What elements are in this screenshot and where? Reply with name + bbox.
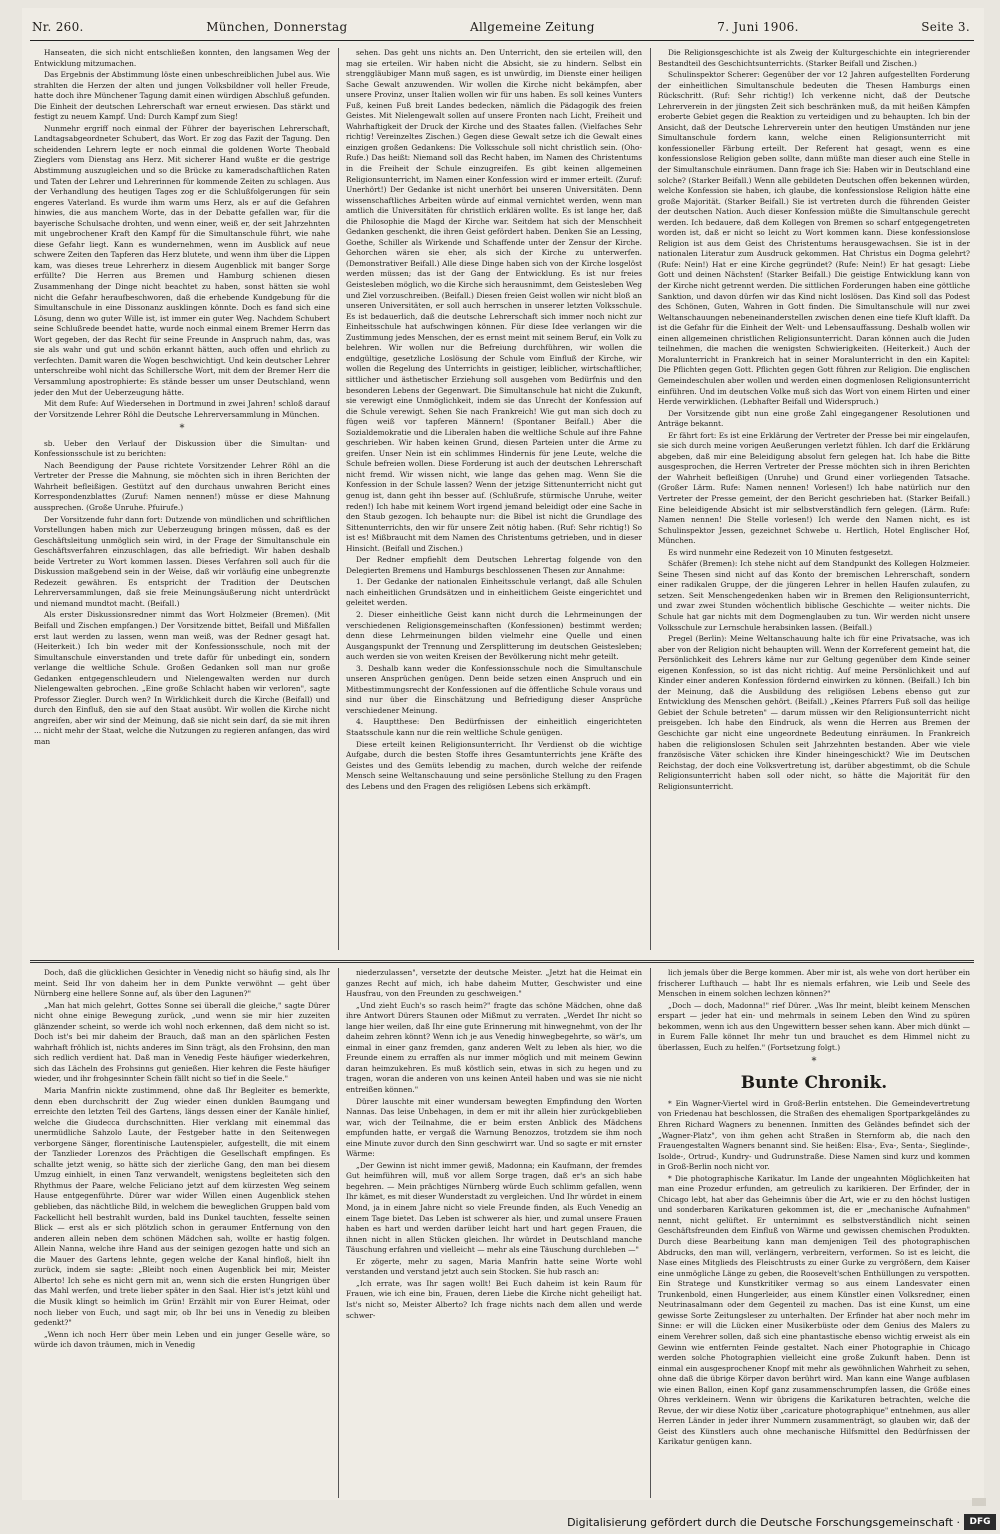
column-divider xyxy=(338,968,339,1498)
section-heading: Bunte Chronik. xyxy=(740,1072,888,1093)
paragraph: Der Vorsitzende gibt nun eine große Zahl eingegangener Resolutionen und Anträge bekannt. xyxy=(658,408,970,429)
paragraph: „Ich errate, was Ihr sagen wollt! Bei Euch daheim ist kein Raum für Frauen, wie ich eine bin, Frauen, deren Liebe die Kirche nicht geheiligt hat. Ist's nicht so, Meister Alberto? Ich frage nichts nach dem allen und werde schwer- xyxy=(346,1278,642,1320)
paragraph: Die Religionsgeschichte ist als Zweig der Kulturgeschichte ein integrierender Bestandteil des Geschichtsunterrichts. (Starker Beifall und Zischen.) xyxy=(658,48,970,68)
column-divider xyxy=(650,968,651,1498)
place-and-day: München, Donnerstag xyxy=(206,20,348,34)
paragraph: Maria Manfrin nickte zustimmend, ohne daß Ihr Begleiter es bemerkte, denn eben durchschritt der Zug wieder einen dunklen Baumgang und erreichte den letzten Teil des Gartens, längs dessen einer der Kanäle hinlief, welche die Giudecca durchschnitten. Hier verklang mit einemmal das unermüdliche Sahzolo Laute, der Festgeber hatte in den Seitenwegen verborgene Sänger, florentinische Lautenspieler, aufgestellt, die mit einem der Tanzlieder Lorenzos des Prächtigen die Gesellschaft empfingen. Es schallte jetzt wenig, so hätte sich der zierliche Gang, den man bei diesem Umzug einhielt, in einen Tanz verwandelt, wenigstens begleiteten sich den Rhythmus der Paare, welche Feliciano jetzt auf dem kürzesten Weg seinem Hause entgegenführte. Dürer war wider Willen einen Augenblick stehen geblieben, das nächtliche Bild, in welchem die beweglichen Gruppen bald vom Fackellicht hell bestrahlt wurden, bald ins Dunkel tauchten, fesselte seinen Blick — erst als er sich plötzlich schon in geraumer Entfernung von den anderen allein neben dem schönen Mädchen sah, wollte er hastig folgen. Allein Nanna, welche ihre Hand aus der seinigen gezogen hatte und sich an die Mauer des Gartens lehnte, gegen welche der Kanal hinfloß, hielt ihn zurück, indem sie sagte: „Bleibt noch einen Augenblick bei mir, Meister Alberto! Ich sehe es nicht gern mit an, wenn sich die ersten Hungrigen über das Mahl werfen, und trete lieber später in den Saal. Hier ist's jetzt kühl und die Musik klingt so heimlich im Grün! Erzählt mir von Eurer Heimat, oder noch lieber von Euch, und sagt mir, ob Ihr bei uns in Venedig zu bleiben gedenkt?" xyxy=(34,1086,330,1328)
paragraph: „Doch — doch, Madonna!" rief Dürer. „Was Ihr meint, bleibt keinem Menschen erspart — jeder hat ein- und mehrmals in seinem Leben den Wind zu spüren bekommen, wenn ich aus den Ungewittern besser sehen kann. Aber mich dünkt — in Eurem Falle könnet Ihr mehr tun und brauchet es dem Himmel nicht zu überlassen, Euch zu helfen." (Fortsetzung folgt.) xyxy=(658,1000,970,1052)
paragraph: Als erster Diskussionsredner nimmt das Wort Holzmeier (Bremen). (Mit Beifall und Zischen empfangen.) Der Vorsitzende bittet, Beifall und Mißfallen erst laut werden zu lassen, wenn man weiß, was der Redner gesagt hat. (Heiterkeit.) Ich bin weder mit der Konfessionsschule, noch mit der Simultanschule einverstanden und trete dafür für unbedingt ein, sondern verlange die weltliche Schule. Großen Gedanken soll man nur große Gedanken entgegenschleudern und Nielengewalten werden nur durch Nielengewalten gebrochen. „Eine große Schlacht haben wir verloren", sagte Professor Ziegler. Durch wen? In Wirklichkeit durch die Kirche (Beifall) und durch den Einfluß, den sie auf den Staat ausübt. Wir wollen die Kirche nicht angreifen, aber wir sind der Meinung, daß sie nicht sein darf, da sie mit ihren ... nicht mehr der Staat, welche die Nutzungen zu regieren anfangen, das wird man xyxy=(34,610,330,746)
newspaper-title: Allgemeine Zeitung xyxy=(470,20,595,34)
paragraph: Doch, daß die glücklichen Gesichter in Venedig nicht so häufig sind, als Ihr meint. Seid Ihr von daheim her in dem Punkte verwöhnt — geht über Nürnberg eine hellere Sonne auf, als über den Lagunen?" xyxy=(34,968,330,999)
issue-date: 7. Juni 1906. xyxy=(717,20,799,34)
paragraph: Nunmehr ergriff noch einmal der Führer der bayerischen Lehrerschaft, Landtagsabgeordneter Schubert, das Wort. Er zog das Fazit der Tagung. Den scheidenden Lehrern legte er noch einmal die goldenen Worte Theobald Zieglers vom Dienstag ans Herz. Mit sicherer Hand wußte er die gestrige Abstimmung auszugleichen und so die Brücke zu kameradschaftlichen Raten und Taten der Lehrer und Lehrerinnen für kommende Zeiten zu schlagen. Aus der Verhandlung des heutigen Tages zog er die Schlußfolgerungen für sein engeres Vaterland. Es wurde ihm warm ums Herz, als er auf die Gefahren hinwies, die aus manchem Worte, das in der Debatte gefallen war, für die bayerische Schulsache drohten, und wenn einer, weiß er, der seit Jahrzehnten mit ungebrochener Kraft den Kampf für die Simultanschule führt, wie nahe diese Gefahr liegt. Kann es wundernehmen, wenn im Ausblick auf neue schwere Zeiten den Tapferen das Herz blutete, und wenn ihm über die Lippen kam, was dieses treue Lehrerherz in diesem Augenblick mit banger Sorge erfüllte? Die Herren aus Bremen und Hamburg schienen diesen Zusammenhang der Dinge nicht beachtet zu haben, sonst hätten sie wohl nicht die Gefahr heraufbeschworen, daß die erhebende Kundgebung für die Simultanschule in eine Dissonanz ausklingen könnte. Doch es fand sich eine Lösung, denn wo guter Wille ist, ist immer ein guter Weg. Nachdem Schubert seine Schlußrede beendet hatte, wurde noch einmal einem Bremer Herrn das Wort gegeben, der das Recht für seine Freunde in Anspruch nahm, das, was sie als wahr und gut und schön erkannt hätten, auch offen und ehrlich zu verfechten. Damit waren die Wogen beschwichtigt. Und kein deutscher Lehrer unterschreibe wohl nicht das Schillersche Wort, mit dem der Bremer Herr die Versammlung apostrophierte: Es stände besser um unser Deutschland, wenn jeder den Mut der Ueberzeugung hätte. xyxy=(34,123,330,397)
paragraph: Das Ergebnis der Abstimmung löste einen unbeschreiblichen Jubel aus. Wie strahlten die Herzen der alten und jungen Volksbildner voll heller Freude, hatte doch ihre Münchener Tagung damit einen würdigen Abschluß gefunden. Die Einheit der deutschen Lehrerschaft war erneut erwiesen. Das stärkt und festigt zu neuem Kampf. Und: Durch Kampf zum Sieg! xyxy=(34,70,330,122)
paragraph: Pregel (Berlin): Meine Weltanschauung halte ich für eine Privatsache, was ich aber von der Religion nicht behaupten will. Wenn der Korreferent gemeint hat, die Persönlichkeit des Lehrers käme nur zur Geltung gegenüber dem Kinde seiner eigenen Konfession, so ist das nicht richtig. Auf meine Persönlichkeit und auf Kinder einer anderen Konfession fördernd einwirken zu können. (Beifall.) Ich bin der Meinung, daß die Ausbildung des religiösen Lebens ebenso gut zur Entwicklung des Menschen gehört. (Beifall.) „Keines Pfarrers Fuß soll das heilige Gebiet der Schule betreten" — darum müssen wir den Religionsunterricht nicht preisgeben. Ich habe den Eindruck, als wenn die Herren aus Bremen der Geschichte gar nicht eine ungeordnete Bedeutung einräumen. In Frankreich haben die religionslosen Schulen seit Jahrzehnten bestanden. Aber wie viele französische Väter schicken ihre Kinder hineingeschickt? Wie im Deutschen Reichstag, der doch eine Volksvertretung ist, darüber abgestimmt, ob die Schule Religionsunterricht haben soll oder nicht, so hätte die Majorität für den Religionsunterricht. xyxy=(658,634,970,791)
paragraph: Dürer lauschte mit einer wundersam bewegten Empfindung den Worten Nannas. Das leise Unbehagen, in dem er mit ihr allein hier zurückgeblieben war, wich der Teilnahme, die er beim ersten Anblick des Mädchens empfunden hatte, er vergaß die Warnung Benozzos, trotzdem sie ihm noch eine Minute zuvor durch den Sinn geschwirrt war. Und so sagte er mit ernster Wärme: xyxy=(346,1096,642,1159)
issue-number: Nr. 260. xyxy=(32,20,84,34)
paragraph: Nach Beendigung der Pause richtete Vorsitzender Lehrer Röhl an die Vertreter der Presse die Mahnung, sie möchten sich in ihren Berichten der Wahrheit befleißigen. Gestützt auf den durchaus unwahren Bericht eines Korrespondenzblattes (Zuruf: Namen nennen!) müsse er diese Mahnung aussprechen. (Große Unruhe. Pfuirufe.) xyxy=(34,460,330,512)
paragraph: Mit dem Rufe: Auf Wiedersehen in Dortmund in zwei Jahren! schloß darauf der Vorsitzende Lehrer Röhl die Deutsche Lehrerversammlung in München. xyxy=(34,399,330,419)
funding-credit: Digitalisierung gefördert durch die Deutsche Forschungsgemeinschaft · xyxy=(567,1516,960,1529)
paragraph: Er fährt fort: Es ist eine Erklärung der Vertreter der Presse bei mir eingelaufen, sie sich durch meine vorigen Aeußerungen verletzt fühlen. Ich darf die Erklärung abgeben, daß mir eine Beleidigung absolut fern gelegen hat. Ich habe die Bitte ausgesprochen, die Herren Vertreter der Presse möchten sich in ihren Berichten der Wahrheit befleißigen (Unruhe) und Grund einer vorliegenden Tatsache. (Großer Lärm. Rufe: Namen nennen! Vorlesen!) Ich habe natürlich nur den Vertreter der Presse gemeint, der den Bericht geschrieben hat. (Starker Beifall.) Eine beleidigende Absicht ist mir selbstverständlich fern gelegen. (Lärm. Rufe: Namen nennen! Die Stelle vorlesen!) Ich werde den Namen nicht, es ist Schulinspektor Jessen, gezeichnet Schwebe u. Hertlich, Hotel Englischer Hof, München. xyxy=(658,430,970,546)
newspaper-page xyxy=(22,8,984,1500)
column-divider xyxy=(650,48,651,950)
paragraph: Es wird nunmehr eine Redezeit von 10 Minuten festgesetzt. xyxy=(668,547,894,557)
feuilleton-rule xyxy=(30,960,974,963)
paragraph: * Die photographische Karikatur. Im Lande der ungeahnten Möglichkeiten hat man eine Prozedur erfunden, am getreulich zu karikieren. Der Erfinder, der in Chicago lebt, hat aber das Geheimnis über die Art, wie er zu den höchst lustigen und sonderbaren Karikaturen gekommen ist, die er „mechanische Aufnahmen" nennt, nicht gelüftet. Er unternimmt es selbstverständlich nicht seinen Geschäftsfreunden dem Einfluß von Wärme und gewissen chemischen Produkten. Durch diese Bearbeitung kann man demjenigen Teil des photographischen Abdrucks, den man will, verlängern, verbreitern, verformen. So ist es leicht, die Nase eines Mitglieds des Fleischtrusts zu einer Gurke zu vergrößern, dem Kaiser eine unmögliche Länge zu geben, die Roosevelt'schen Enthüllungen zu verspotten. Ein Stratege und Kunstkritiker vermag so aus einem Landesvater einen Trunkenbold, einen Hungerleider, aus einem Künstler einen Volksredner, einen Neutrinasalmann oder dem Gegenteil zu machen. Das ist eine Kunst, um eine gewisse Sorte Zeitungsleser zu unterhalten. Der Erfinder hat aber noch mehr im Sinne: er will die Lücken einer Musikerbüste oder dem Genius des Malers zu einem Verehrer sollen, daß sich eine phantastische ebenso wichtig erweist als ein Gewinn wie entfernten Feinde gestaltet. Nach einer Photographie in Chicago werden solche Photographien vielleicht eine große Zukunft haben. Denn ist einmal ein ausgesprochener Knopf mit mehr als gewöhnlichen Wahrheit zu sehen, ohne daß die übrige Körper davon berührt wird. Man kann eine Wange aufblasen wie einen Ballon, einen Kopf ganz zusammenschrumpfen lassen, die Größe eines Ohres verkleinern. Wenn wir übrigens die Karikaturen betrachten, welche die Revue, der wir diese Notiz über „caricature photographique" entnehmen, aus aller Herren Länder in jeder ihrer Nummern zusammenträgt, so glauben wir, daß der Geist des Künstlers auch ohne mechanische Hilfsmittel den Bedürfnissen der Karikatur genügen kann. xyxy=(658,1173,970,1447)
scan-edge xyxy=(972,1498,986,1506)
paragraph: „Wenn ich noch Herr über mein Leben und ein junger Geselle wäre, so würde ich davon träumen, mich in Venedig xyxy=(34,1329,330,1350)
footer-bar xyxy=(0,1512,1000,1534)
paragraph: * Ein Wagner-Viertel wird in Groß-Berlin entstehen. Die Gemeindevertretung von Friedenau hat beschlossen, die Straßen des ehemaligen Sportparkgeländes zu Ehren Richard Wagners zu benennen. Inmitten des Geländes befindet sich der „Wagner-Platz", von ihm gehen acht Straßen in Sternform ab, die nach den Frauengestalten Wagners benannt sind. Sie heißen: Elsa-, Eva-, Senta-, Sieglinde-, Isolde-, Ortrud-, Kundry- und Gudrunstraße. Diese Namen sind kurz und kommen in Groß-Berlin noch nicht vor. xyxy=(658,1098,970,1172)
article-column-1 xyxy=(34,48,330,948)
paragraph: „Und zieht Euch's so rasch heim?" fragte das schöne Mädchen, ohne daß ihre Antwort Dürers Staunen oder Mißmut zu verraten. „Werdet Ihr nicht so lange hier weilen, daß Ihr eine gute Erinnerung mit hinwegnehmt, von der Ihr daheim zehren könnt? Wenn ich je aus Venedig hinwegbegehrte, so wär's, um einmal in einer ganz fremden, ganz anderen Welt zu leben als hier, wo die Freunde einem zu erraffen als nur immer möglich und mit meinem Gewinn daran heimzukehren. Es muß köstlich sein, etwas in sich zu hegen und zu tragen, woran die anderen von uns keinen Anteil haben und was sie nie nicht entreißen können." xyxy=(346,1000,642,1095)
paragraph: 2. Dieser einheitliche Geist kann nicht durch die Lehrmeinungen der verschiedenen Religionsgemeinschaften (Konfessionen) bestimmt werden; denn diese Lehrmeinungen bilden vielmehr eine Quelle und einen Ausgangspunkt der Trennung und Zersplitterung im deutschen Geistesleben; auch werden sie von weiten Kreisen der Bevölkerung nicht mehr geteilt. xyxy=(346,609,642,662)
masthead xyxy=(32,16,970,38)
feuilleton-column-1 xyxy=(34,968,330,1498)
paragraph: sehen. Das geht uns nichts an. Den Unterricht, den sie erteilen will, den mag sie erteilen. Wir haben nicht die Absicht, sie zu hindern. Selbst ein strenggläubiger Mann muß sagen, es ist unwürdig, im Dienste einer heiligen Sache Gewalt anzuwenden. Wir wollen die Kirche nicht bekämpfen, aber unsere Provinz, unser Italien wollen wir für uns haben. Es soll keines Vunters Fuß, keinen Fuß breit Landes bedecken, nämlich die Pädagogik des freien Geistes. Mit Nielengewalt sollen auf unsere Fronten nach Licht, Freiheit und Wahrhaftigkeit der Druck der Kirche und des Staates fallen. (Vielfaches Sehr richtig! Vereinzeltes Zischen.) Gegen diese Gewalt setze ich die Gewalt eines einzigen großen Gedankens: Die Volksschule soll nicht christlich sein. (Oho-Rufe.) Das heißt: Niemand soll das Recht haben, im Namen des Christentums in die Freiheit der Schule einzugreifen. Es gibt keinen allgemeinen Religionsunterricht, im Namen einer Konfession wird er immer erteilt. (Zuruf: Unerhört!) Der Gedanke ist nicht unerhört bei unseren Universitäten. Denn wissenschaftliches Arbeiten würde auf einmal vernichtet werden, wenn man amtlich die Universitäten für christlich erklären wollte. Es ist lange her, daß die Philosophie die Magd der Kirche war. Seitdem hat sich der Menschheit Gedanken geschenkt, die ihren Geist gefördert haben. Denken Sie an Lessing, Goethe, Schiller als Wirkende und Schaffende unter der Zensur der Kirche. Gehorchen wären sie eher, als sich der Kirche zu unterwerfen. (Demonstrativer Beifall.) Alle diese Dinge haben sich von der Kirche losgelöst werden müssen; das ist der Gang der Entwicklung. Es ist nur freies Geistesleben möglich, wo die Kirche sich herausnimmt, dem Geistesleben Weg und Ziel vorzuschreiben. (Beifall.) Diesen freien Geist wollen wir nicht bloß an unseren Universitäten, er soll auch herrschen in unserer letzten Volksschule. Es ist bedauerlich, daß die deutsche Lehrerschaft sich immer noch nicht zur Einheitsschule hat aufschwingen können. Für diese Idee verlangen wir die Zustimmung jedes Menschen, der es ernst meint mit seinem Beruf, ein Volk zu belehren. Wir wollen nur die Befreiung durchführen, wir wollen die endgültige, gesetzliche Loslösung der Schule vom Einfluß der Kirche, wir wollen die Regelung des Unterrichts in geistiger, leiblicher, wirtschaftlicher, sittlicher und ästhetischer Erziehung soll ausgehen vom Bedürfnis und den besonderen Lebens der Gegenwart. Die Simultanschule hat nicht die Zukunft, sie verewigt eine Unmöglichkeit, indem sie das Unrecht der Konfession auf die Schule verewigt. Sehen Sie nach Frankreich! Wie gut man sich doch zu fügen weiß vor tapferen Männern! (Spontaner Beifall.) Aber die Sozialdemokratie und die Liberalen haben die weltliche Schule auf ihre Fahne geschrieben. Wir haben keinen Grund, diesen Parteien unter die Arme zu greifen. Unser Nein ist ein schlimmes Hindernis für jene Leute, welche die Schule befreien wollen. Diese Forderung ist auch der deutschen Lehrerschaft nicht fremd. Wir wissen nicht, wie lange das gehen mag. Wenn Sie die Konfession in der Schule lassen? Wenn der jetzige Sittenunterricht nicht gut genug ist, dann geht ihn besser auf. (Schlußrufe, stürmische Unruhe, weiter reden!) Ich habe mit keinem Wort irgend jemand beleidigt oder eine Sache in den Staub gezogen. Ich behaupte nur: die Bibel ist nicht die Grundlage des Sittenunterrichts, den wir für unsere Zeit nötig haben. (Ruf: Sehr richtig!) So ist es! Mißbraucht mit dem Namen des Christentums getrieben, und in dieser Hinsicht. (Beifall und Zischen.) xyxy=(346,48,642,553)
paragraph: Der Vorsitzende fuhr dann fort: Dutzende von mündlichen und schriftlichen Vorstellungen haben mich zur Ueberzeugung bringen müssen, daß es der Geschäftsleitung unmöglich sein wird, in der Frage der Simultanschule ein Geschäftsverfahren einzuschlagen, das alle befriedigt. Wir haben deshalb beide Vertreter zu Wort kommen lassen. Dieses Verfahren soll auch für die Diskussion maßgebend sein in der Weise, daß wir vorläufig eine unbegrenzte Redezeit gewähren. Es entspricht der Tradition der Deutschen Lehrerversammlungen, daß sie freie Meinungsäußerung nicht unterdrückt und niemand mundtot macht. (Beifall.) xyxy=(34,514,330,608)
paragraph: Der Redner empfiehlt dem Deutschen Lehrertag folgende von den Delegierten Bremens und Hamburgs beschlossenen Thesen zur Annahme: xyxy=(346,555,642,575)
feuilleton-column-2 xyxy=(346,968,642,1498)
separator-star: * xyxy=(811,1056,817,1068)
paragraph: Schulinspektor Scherer: Gegenüber der vor 12 Jahren aufgestellten Forderung der einheitlichen Simultanschule bedeuten die Thesen Hamburgs einen Rückschritt. (Ruf: Sehr richtig!) Ich verkenne nicht, daß der Deutsche Lehrerverein in der jüngsten Zeit sich beschränken muß, da mit heißen Kämpfen eroberte Gebiet gegen die Reaktion zu verteidigen und zu behaupten. Ich bin der Ansicht, daß der Deutsche Lehrerverein unter den heutigen Umständen nur jene Simultanschule fordern kann, welche einen Religionsunterricht mit konfessioneller Färbung erteilt. Der Referent hat gesagt, wenn es eine konfessionslose Religion geben sollte, dann müßte man dieser auch eine Stelle in der Simultanschule einräumen. Dann frage ich Sie: Haben wir in Deutschland eine solche? (Starker Beifall.) Wenn alle gebildeten Deutschen offen bekennen würden, welche Konfession sie haben, ich glaube, die konfessionslose Religion hätte eine große Majorität. (Starker Beifall.) Sie ist vertreten durch die führenden Geister der deutschen Nation. Auch dieser Konfession müßte die Simultanschule gerecht werden. Ich bedauere, daß dem Kollegen von Bremen so scharf entgegengetreten worden ist, daß er nicht so leicht zu Wort kommen kann. Diese konfessionslose Religion ist aus dem Geist des Christentums herausgewachsen. Sie ist in der nationalen Literatur zum Ausdruck gekommen. Hat Christus ein Dogma gelehrt? (Rufe: Nein!) Hat er eine Kirche gegründet? (Rufe: Nein!) Er hat gesagt: Liebe Gott und deinen Nächsten! (Starker Beifall.) Die geistige Entwicklung kann von der Kirche nicht getrennt werden. Die sittlichen Forderungen haben eine göttliche Sanktion, und davon dürfen wir das Kind nicht loslösen. Das Kind soll das Podest des Schönen, Guten, Wahren in Gott finden. Die Simultanschule will nur zwei Weltanschauungen nebeneinanderstellen zwischen denen eine tiefe Kluft klafft. Da ist die Gefahr für die Einheit der Welt- und Lebensauffassung. Deshalb wollen wir einen allgemeinen christlichen Religionsunterricht. Daran können auch die Juden teilnehmen, die machen die wenigsten Schwierigkeiten. (Heiterkeit.) Auch der Moralunterricht in Frankreich hat in seiner Moralunterricht in den ein Kapitel: Die Pflichten gegen Gott. Pflichten gegen Gott führen zur Religion. Die englischen Gemeindeschulen aber wollen und werden einen dogmenlosen Religionsunterricht einführen. Und im deutschen Volke muß sich das Wort von einem Hirten und einer Herde verwirklichen. (Lebhafter Beifall und Widerspruch.) xyxy=(658,70,970,407)
paragraph: „Der Gewinn ist nicht immer gewiß, Madonna; ein Kaufmann, der fremdes Gut heimführen will, muß vor allem Sorge tragen, daß er's an sich habe begehren. — Mein prächtiges Nürnberg würde Euch schlimm gefallen, wenn Ihr kämet, es mit dieser Wunderstadt zu vergleichen. Und Ihr würdet in einem Mond, ja in einem Jahre nicht so viele Freunde finden, als Euch Venedig an einem Tage bietet. Das Leben ist schwerer als hier, und zumal unsere Frauen haben es hart und werden darüber leicht hart und hart gegen Frauen, die ihnen nicht in allen Stücken gleichen. Ihr würdet in Deutschland manche Täuschung erfahren und vielleicht — mehr als eine Täuschung durchleben —" xyxy=(346,1160,642,1255)
paragraph: 1. Der Gedanke der nationalen Einheitsschule verlangt, daß alle Schulen nach einheitlichen Grundsätzen und in einheitlichem Geiste eingerichtet und geleitet werden. xyxy=(346,577,642,608)
paragraph: lich jemals über die Berge kommen. Aber mir ist, als wehe von dort herüber ein frischerer Lufthauch — habt Ihr es niemals erfahren, wie Leib und Seele des Menschen in einem solchen lechzen können?" xyxy=(658,968,970,999)
article-column-3 xyxy=(658,48,970,948)
paragraph: sb. Ueber den Verlauf der Diskussion über die Simultan- und Konfessionsschule ist zu berichten: xyxy=(34,438,330,459)
header-rule xyxy=(30,40,974,41)
paragraph: Schäfer (Bremen): Ich stehe nicht auf dem Standpunkt des Kollegen Holzmeier. Seine Thesen sind nicht auf das Konto der bremischen Lehrerschaft, sondern einer radikalen Gruppe, der die jüngeren Lehrer in hellen Haufen zulaufen, zu setzen. Seit Menschengedenken haben wir in Bremen den Religionsunterricht, und zwar zwei Stunden wöchentlich biblische Geschichte — weiter nichts. Die Schule hat gar nichts mit dem Dogmenglauben zu tun. Wir werden nicht unsere Volksschule zur Lernschule herabsinken lassen. (Beifall.) xyxy=(658,559,970,632)
separator-star: * xyxy=(179,423,185,435)
dfg-logo: DFG xyxy=(964,1514,996,1530)
paragraph: niederzulassen", versetzte der deutsche Meister. „Jetzt hat die Heimat ein ganzes Recht auf mich, ich habe daheim Mutter, Geschwister und eine Hausfrau, von den Freunden zu geschweigen." xyxy=(346,968,642,999)
paragraph: 3. Deshalb kann weder die Konfessionsschule noch die Simultanschule unseren Ansprüchen genügen. Denn beide setzen einen Anspruch und ein Mitbestimmungsrecht der Konfessionen auf die öffentliche Schule voraus und sind nur über die Einschätzung und Befriedigung dieser Ansprüche verschiedener Meinung. xyxy=(346,663,642,715)
paragraph: Diese erteilt keinen Religionsunterricht. Ihr Verdienst ob die wichtige Aufgabe, durch die besten Stoffe ihres Gesamtunterrichts jene Kräfte des Geistes und des Gemüts lebendig zu machen, durch welche der reifende Mensch seine Weltanschauung und seine persönliche Stellung zu den Fragen des Lebens und den Fragen des religiösen Lebens sich erkämpft. xyxy=(346,739,642,791)
paragraph: Er zögerte, mehr zu sagen, Maria Manfrin hatte seine Worte wohl verstanden und verstand jetzt auch sein Stocken. Sie hub rasch an: xyxy=(346,1256,642,1277)
column-divider xyxy=(338,48,339,950)
page-number: Seite 3. xyxy=(921,20,970,34)
paragraph: 4. Hauptthese: Den Bedürfnissen der einheitlich eingerichteten Staatsschule kann nur die rein weltliche Schule genügen. xyxy=(346,717,642,737)
feuilleton-column-3 xyxy=(658,968,970,1498)
article-column-2 xyxy=(346,48,642,948)
paragraph: „Man hat mich gelehrt, Gottes Sonne sei überall die gleiche," sagte Dürer nicht ohne einige Bewegung zurück, „und wenn sie mir hier zuzeiten glänzender scheint, so werde ich wohl noch erkennen, daß dem nicht so ist. Doch ist's bei mir daheim der Brauch, daß man an den spärlichen Festen wahrhaft fröhlich ist, nichts anderes im Sinn trägt, als den Frohsinn, den man sich redlich verdient hat. Daß man in Venedig Feste häufiger wiederkehren, sich das Lächeln des Frohsinns gut genießen. Hier kehren die Feste häufiger wieder, und ihr frohgesinnter Schein fällt nicht so tief in die Seele." xyxy=(34,1000,330,1084)
paragraph: Hanseaten, die sich nicht entschließen konnten, den langsamen Weg der Entwicklung mitzumachen. xyxy=(34,48,330,68)
